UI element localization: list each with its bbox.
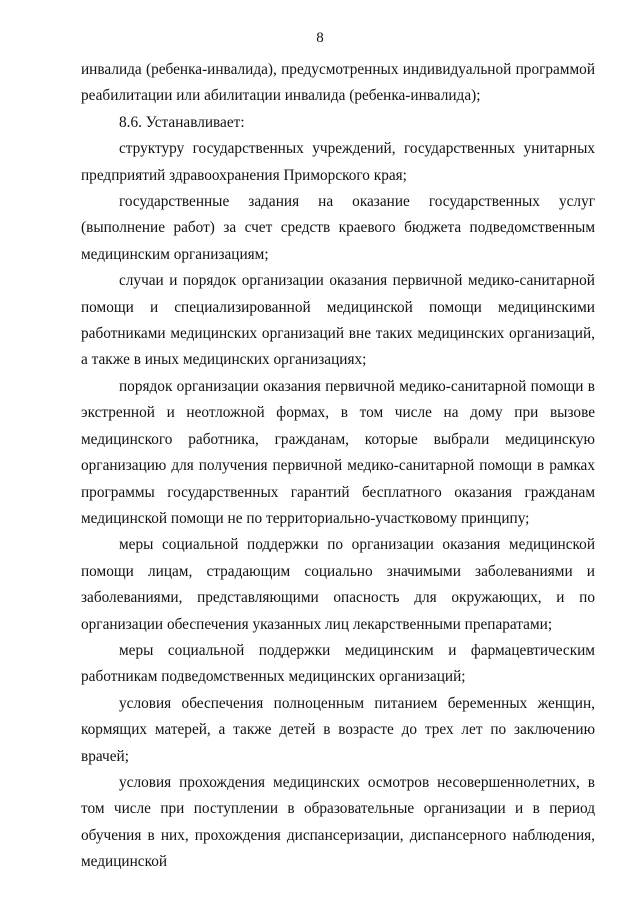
paragraph-nutrition-conditions: условия обеспечения полноценным питанием беременных женщин, кормящих матерей, а также детей в возрасте до трех лет по заключению врачей;	[81, 694, 595, 765]
paragraph-social-support-patients: меры социальной поддержки по организации оказания медицинской помощи лицам, страдающим социально значимыми заболеваниями и заболеваниями, представляющими опасность для окружающих, и по организации обеспечения указанных лиц лекарственными препаратами;	[81, 536, 595, 633]
paragraph-section-8-6-heading: 8.6. Устанавливает:	[119, 113, 245, 131]
paragraph-cases-and-procedure: случаи и порядок организации оказания первичной медико-санитарной помощи и специализированной медицинской помощи медицинскими работниками медицинских организаций вне таких медицинских организаций, а также в иных медицинских организациях;	[81, 272, 595, 369]
page-number: 8	[316, 30, 324, 46]
paragraph-social-support-workers: меры социальной поддержки медицинским и фармацевтическим работникам подведомственных медицинских организаций;	[81, 641, 595, 686]
paragraph-state-assignments: государственные задания на оказание государственных услуг (выполнение работ) за счет средств краевого бюджета подведомственным медицинским организациям;	[81, 193, 595, 263]
document-body	[81, 57, 595, 876]
paragraph-primary-care-procedure: порядок организации оказания первичной медико-санитарной помощи в экстренной и неотложной формах, в том числе на дому при вызове медицинского работника, гражданам, которые выбрали медицинскую организацию для получения первичной медико-санитарной помощи в рамках программы государственных гарантий бесплатного оказания гражданам медицинской помощи не по территориально-участковому принципу;	[81, 377, 595, 527]
paragraph-structure: структуру государственных учреждений, государственных унитарных предприятий здравоохранения Приморского края;	[81, 140, 595, 184]
paragraph-medical-examinations: условия прохождения медицинских осмотров несовершеннолетних, в том числе при поступлении в образовательные организации и в период обучения в них, прохождения диспансеризации, диспансерного наблюдения, медицинской	[81, 773, 595, 871]
paragraph-continuation: инвалида (ребенка-инвалида), предусмотренных индивидуальной программой реабилитации или абилитации инвалида (ребенка-инвалида);	[81, 61, 595, 105]
